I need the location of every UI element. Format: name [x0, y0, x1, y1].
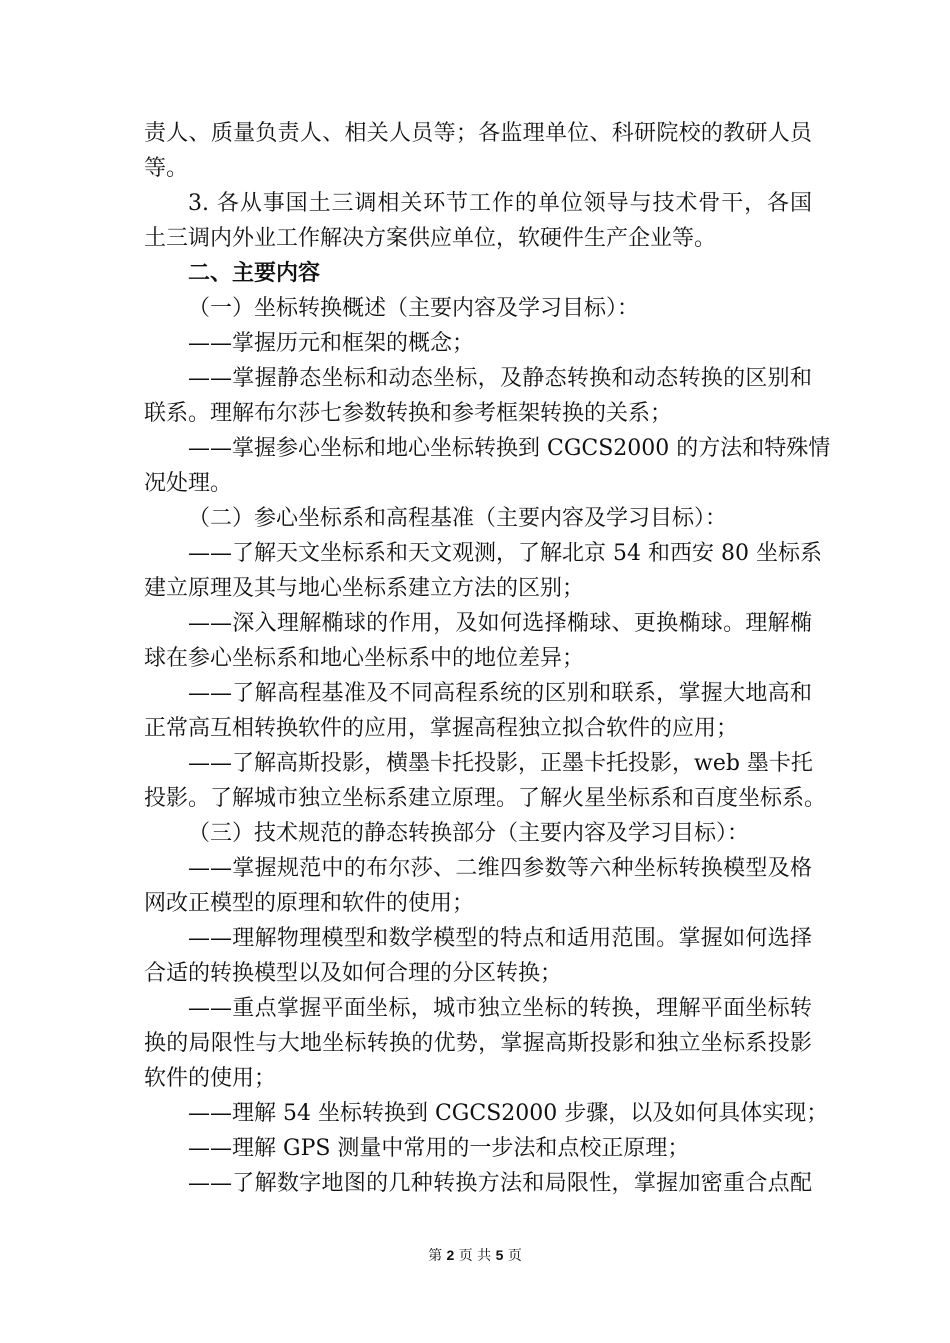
paragraph-line: ——掌握规范中的布尔莎、二维四参数等六种坐标转换模型及格 — [188, 856, 812, 881]
paragraph-line: ——了解高斯投影，横墨卡托投影，正墨卡托投影，web 墨卡托 — [188, 751, 813, 776]
paragraph-line: ——理解 54 坐标转换到 CGCS2000 步骤，以及如何具体实现； — [188, 1101, 829, 1126]
total-pages-number: 5 — [495, 1247, 504, 1263]
paragraph-line: 投影。了解城市独立坐标系建立原理。了解火星坐标系和百度坐标系。 — [144, 786, 827, 811]
footer-middle: 页 共 — [458, 1248, 492, 1264]
paragraph-line: 正常高互相转换软件的应用，掌握高程独立拟合软件的应用； — [144, 716, 739, 741]
current-page-number: 2 — [446, 1247, 455, 1263]
paragraph-line: ——了解天文坐标系和天文观测，了解北京 54 和西安 80 坐标系 — [188, 541, 822, 566]
paragraph-line: 球在参心坐标系和地心坐标系中的地位差异； — [144, 646, 585, 671]
paragraph-line: 3. 各从事国土三调相关环节工作的单位领导与技术骨干，各国 — [188, 191, 812, 216]
paragraph-line: 合适的转换模型以及如何合理的分区转换； — [144, 961, 563, 986]
paragraph-line: ——理解物理模型和数学模型的特点和适用范围。掌握如何选择 — [188, 926, 812, 951]
section-heading: 二、主要内容 — [188, 261, 321, 286]
paragraph-line: 软件的使用； — [144, 1066, 277, 1091]
paragraph-line: ——理解 GPS 测量中常用的一步法和点校正原理； — [188, 1136, 690, 1161]
subsection-heading: （三）技术规范的静态转换部分（主要内容及学习目标）： — [188, 821, 750, 846]
footer-suffix: 页 — [507, 1248, 522, 1264]
subsection-heading: （一）坐标转换概述（主要内容及学习目标）： — [188, 296, 640, 321]
paragraph-line: ——重点掌握平面坐标，城市独立坐标的转换，理解平面坐标转 — [188, 996, 812, 1021]
paragraph-line: 况处理。 — [144, 471, 233, 496]
document-body — [144, 116, 831, 1201]
paragraph-line: 责人、质量负责人、相关人员等；各监理单位、科研院校的教研人员 — [144, 121, 812, 146]
paragraph-line: ——深入理解椭球的作用，及如何选择椭球、更换椭球。理解椭 — [188, 611, 812, 636]
paragraph-line: 换的局限性与大地坐标转换的优势，掌握高斯投影和独立坐标系投影 — [144, 1031, 812, 1056]
page-footer — [0, 1245, 950, 1266]
footer-prefix: 第 — [428, 1248, 443, 1264]
paragraph-line: 等。 — [144, 156, 189, 181]
paragraph-line: ——掌握历元和框架的概念； — [188, 331, 475, 356]
subsection-heading: （二）参心坐标系和高程基准（主要内容及学习目标）： — [188, 506, 728, 531]
paragraph-line: 土三调内外业工作解决方案供应单位，软硬件生产企业等。 — [144, 226, 717, 251]
paragraph-line: 网改正模型的原理和软件的使用； — [144, 891, 475, 916]
paragraph-line: ——了解数字地图的几种转换方法和局限性，掌握加密重合点配 — [188, 1171, 812, 1196]
paragraph-line: ——了解高程基准及不同高程系统的区别和联系，掌握大地高和 — [188, 681, 812, 706]
paragraph-line: ——掌握静态坐标和动态坐标，及静态转换和动态转换的区别和 — [188, 366, 812, 391]
paragraph-line: 联系。理解布尔莎七参数转换和参考框架转换的关系； — [144, 401, 673, 426]
paragraph-line: 建立原理及其与地心坐标系建立方法的区别； — [144, 576, 585, 601]
paragraph-line: ——掌握参心坐标和地心坐标转换到 CGCS2000 的方法和特殊情 — [188, 436, 831, 461]
